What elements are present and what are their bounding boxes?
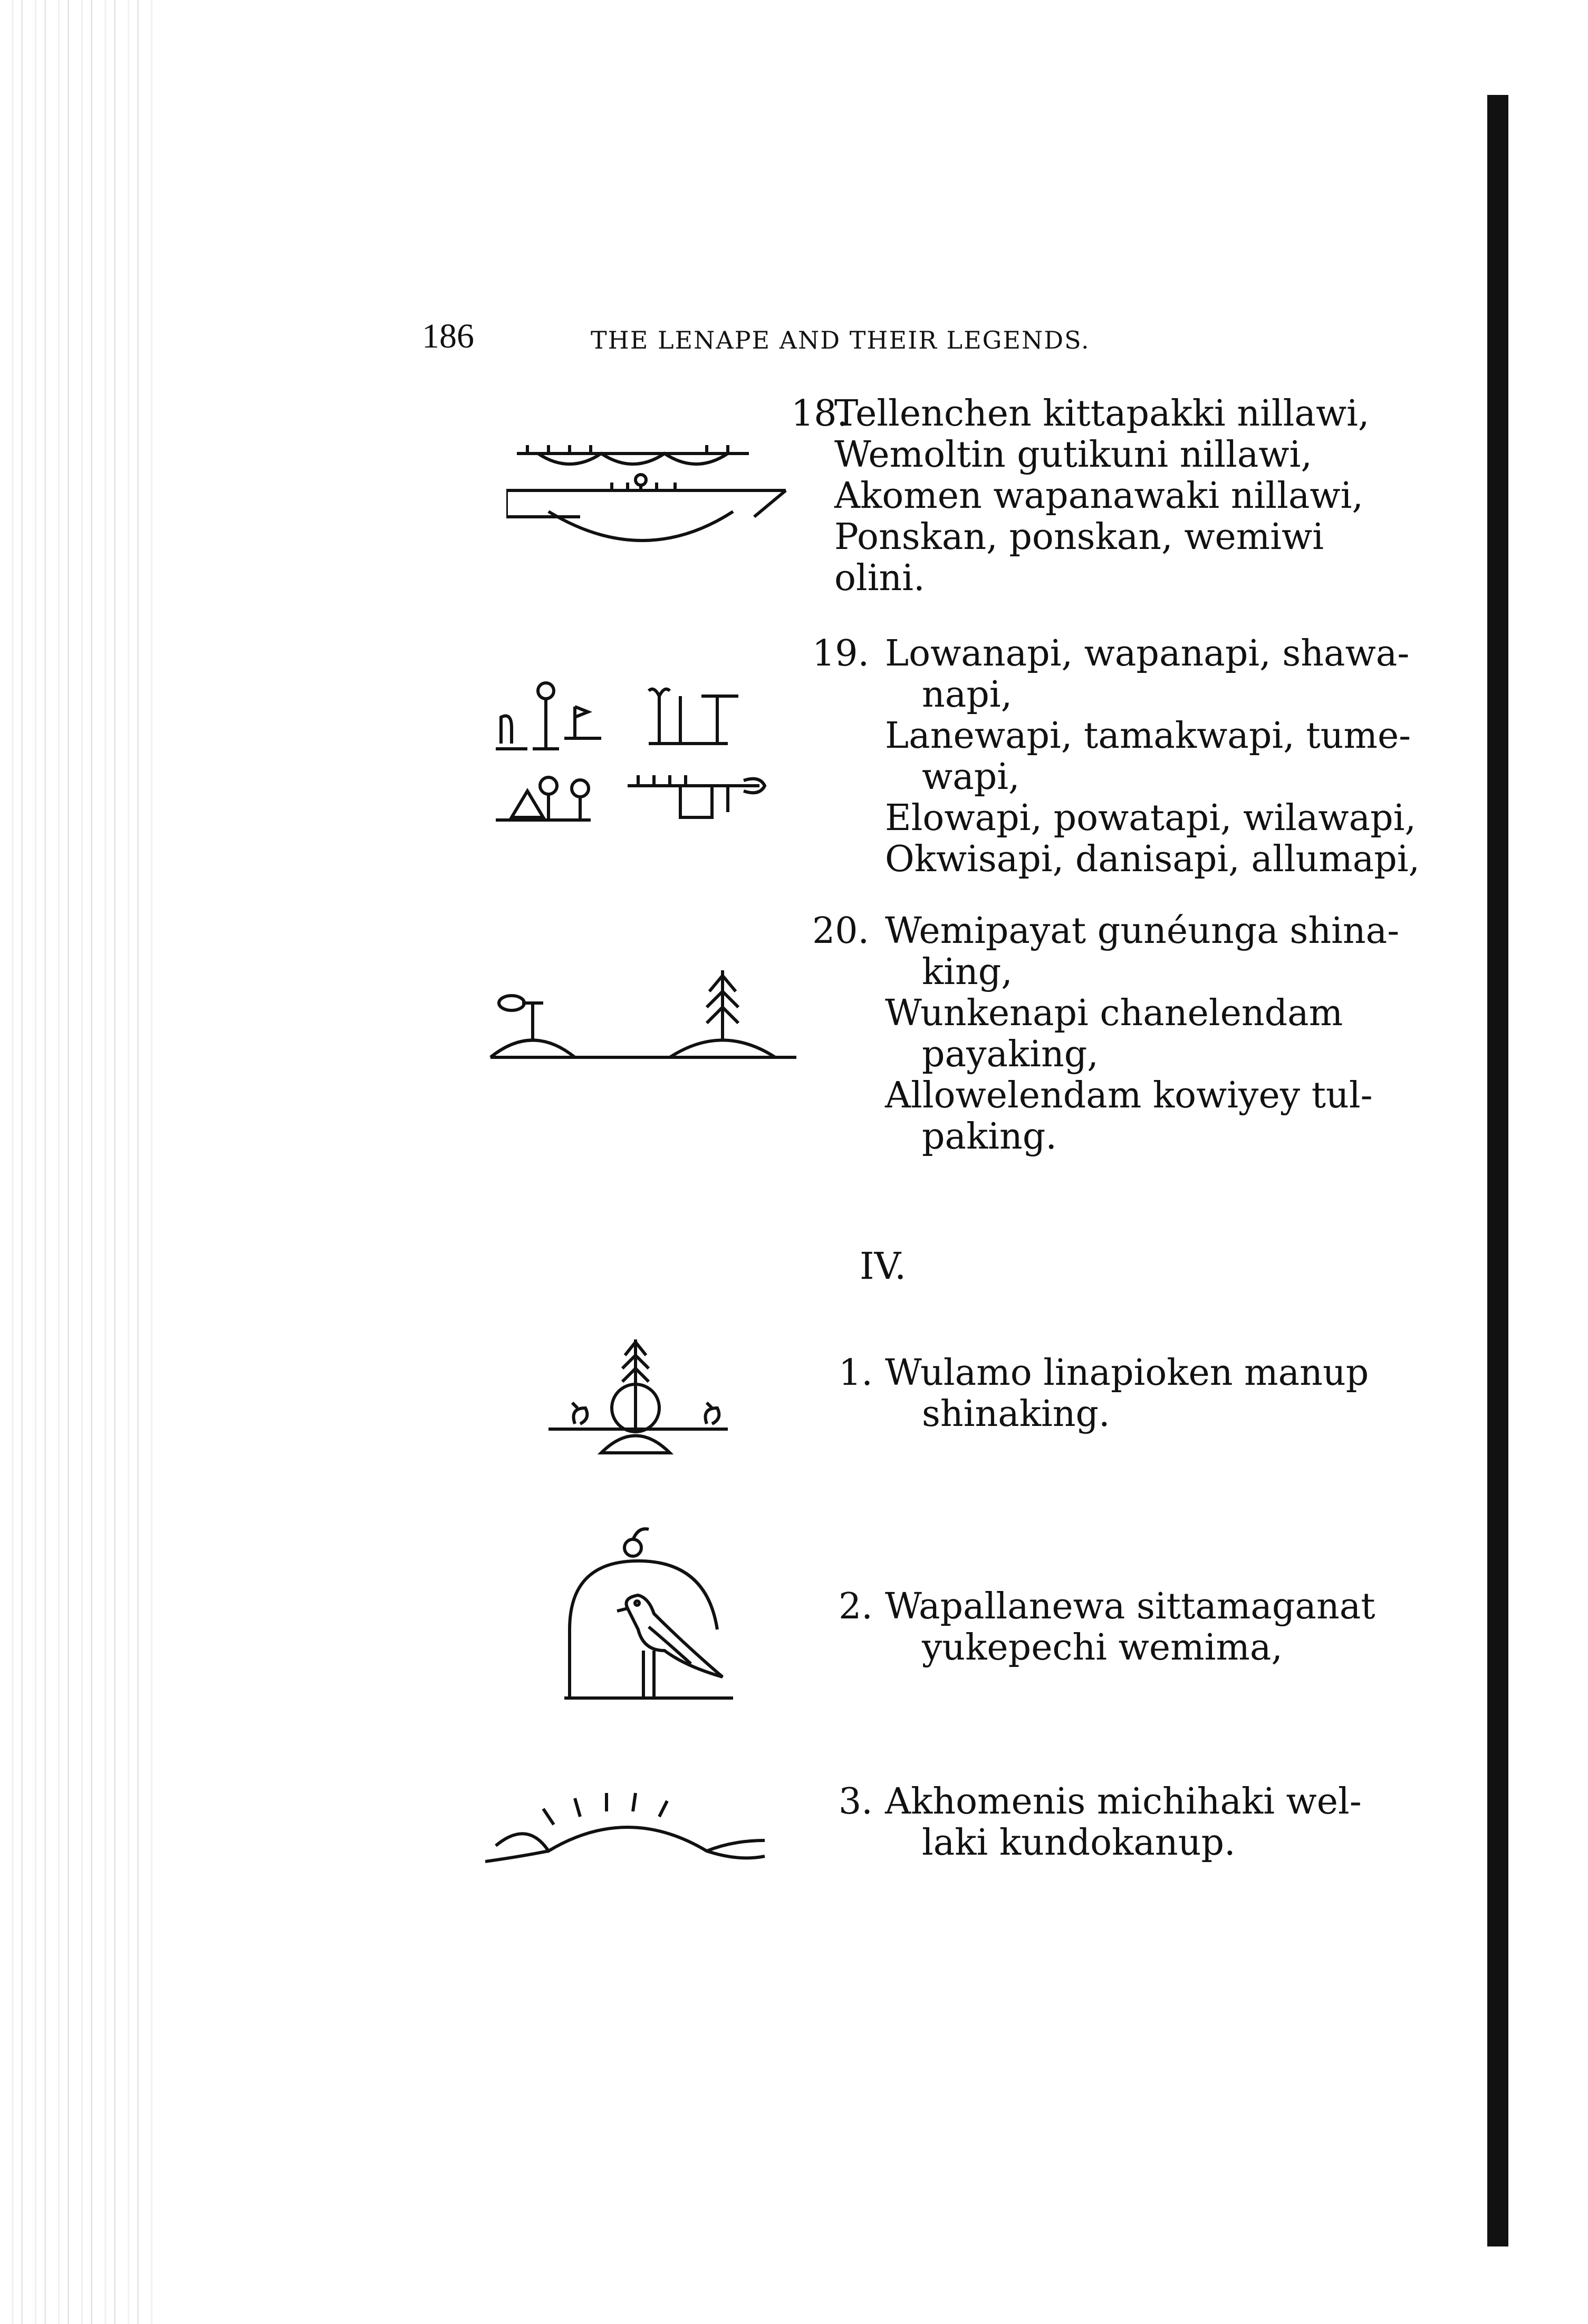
verse-line: Okwisapi, danisapi, allumapi, (885, 838, 1420, 880)
section-verse-1 (839, 1352, 1369, 1435)
verse-line: Akhomenis michihaki wel- (885, 1781, 1362, 1822)
bird-in-arch-glyph (564, 1524, 744, 1703)
verse-line: Wulamo linapioken manup (885, 1352, 1369, 1394)
land-mound-glyph (485, 1777, 781, 1883)
verse-line: Elowapi, powatapi, wilawapi, (885, 797, 1417, 839)
section-verse-3 (839, 1781, 1362, 1864)
verse-line: king, (922, 951, 1013, 993)
verse-number: 2. (839, 1586, 873, 1627)
verse-line: laki kundokanup. (922, 1822, 1236, 1864)
verse-line: olini. (834, 557, 925, 599)
section-verse-2 (839, 1586, 1375, 1669)
verse-line: napi, (922, 674, 1013, 716)
turtle-island-glyph (506, 438, 791, 559)
verse-line: wapi, (922, 756, 1020, 798)
verse-20 (812, 910, 1400, 1158)
verse-line: Akomen wapanawaki nillawi, (834, 475, 1363, 517)
verse-line: payaking, (922, 1034, 1099, 1075)
page-number: 186 (422, 317, 474, 355)
scan-binding-edge (0, 0, 158, 2324)
verse-line: Lowanapi, wapanapi, shawa- (885, 633, 1410, 674)
people-figures-glyph (496, 680, 791, 833)
verse-line: Wunkenapi chanelendam (885, 992, 1343, 1034)
scan-page-edge (1487, 95, 1508, 2246)
verse-line: Tellenchen kittapakki nillawi, (834, 393, 1370, 435)
verse-number: 19. (812, 633, 870, 674)
verse-line: Wapallanewa sittamaganat (885, 1586, 1375, 1627)
verse-line: Wemipayat gunéunga shina- (885, 910, 1400, 952)
verse-18 (791, 393, 1370, 599)
verse-line: paking. (922, 1116, 1057, 1158)
running-title: THE LENAPE AND THEIR LEGENDS. (591, 326, 1090, 354)
verse-19 (812, 633, 1420, 880)
verse-line: Ponskan, ponskan, wemiwi (834, 516, 1324, 558)
verse-number: 1. (839, 1352, 873, 1394)
page-header (422, 316, 1266, 364)
verse-line: yukepechi wemima, (922, 1627, 1283, 1669)
verse-line: shinaking. (922, 1393, 1110, 1435)
section-heading: IV. (860, 1245, 907, 1288)
tree-on-mound-glyph (548, 1329, 738, 1455)
verse-line: Lanewapi, tamakwapi, tume- (885, 715, 1411, 757)
verse-line: Wemoltin gutikuni nillawi, (834, 434, 1312, 476)
verse-number: 20. (812, 910, 870, 952)
verse-number: 3. (839, 1781, 873, 1822)
two-hills-glyph (485, 960, 802, 1065)
verse-line: Allowelendam kowiyey tul- (885, 1075, 1373, 1116)
verse-number: 18. (791, 393, 849, 435)
